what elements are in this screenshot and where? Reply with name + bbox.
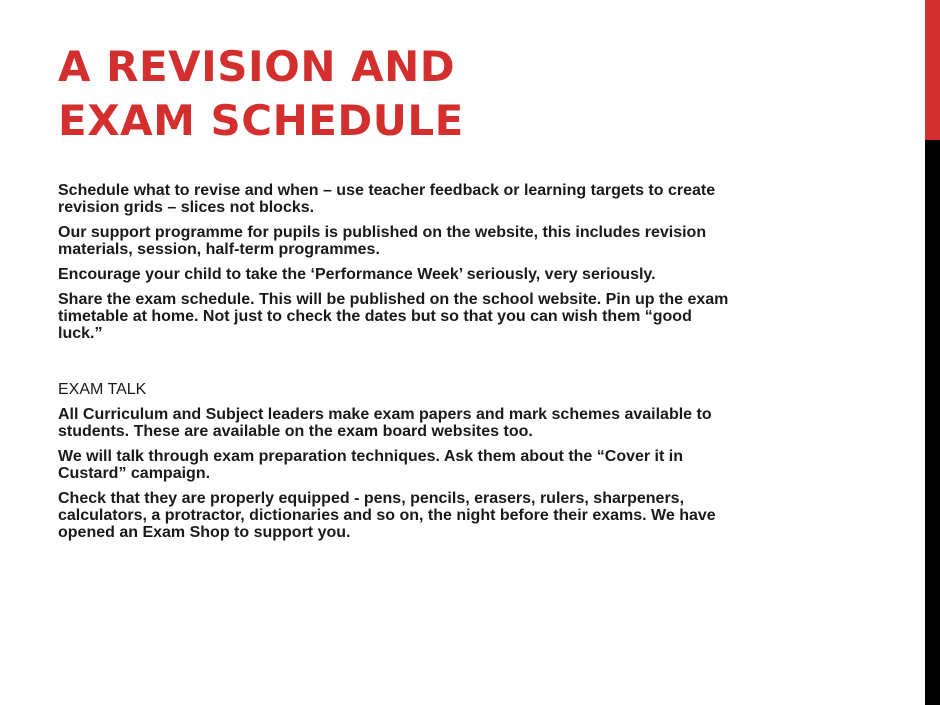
paragraph-support-programme: Our support programme for pupils is published on the website, this includes revision materials, session, half-term programmes.	[58, 224, 707, 258]
slide-title	[58, 40, 898, 148]
paragraph-equipment: Check that they are properly equipped - pens, pencils, erasers, rulers, sharpeners, calculators, a protractor, dictionaries and so on, the night before their exams. We have opened an Exam Shop to support you.	[58, 490, 716, 541]
side-accent-bar-black	[925, 140, 940, 705]
paragraph-exam-schedule: Share the exam schedule. This will be published on the school website. Pin up the exam timetable at home. Not just to check the dates but so that you can wish them “good luck.”	[58, 291, 729, 342]
slide-body	[58, 182, 848, 549]
slide-title-line-2: EXAM SCHEDULE	[58, 96, 464, 145]
paragraph-preparation-techniques: We will talk through exam preparation techniques. Ask them about the “Cover it in Custard” campaign.	[58, 448, 683, 482]
section-spacer	[58, 350, 848, 381]
section-heading-exam-talk: EXAM TALK	[58, 381, 147, 398]
slide-title-line-1: A REVISION AND	[58, 42, 456, 91]
paragraph-performance-week: Encourage your child to take the ‘Performance Week’ seriously, very seriously.	[58, 266, 656, 283]
paragraph-exam-papers: All Curriculum and Subject leaders make exam papers and mark schemes available to students. These are available on the exam board websites too.	[58, 406, 712, 440]
side-accent-bar-red	[925, 0, 940, 140]
paragraph-schedule: Schedule what to revise and when – use teacher feedback or learning targets to create revision grids – slices not blocks.	[58, 182, 716, 216]
